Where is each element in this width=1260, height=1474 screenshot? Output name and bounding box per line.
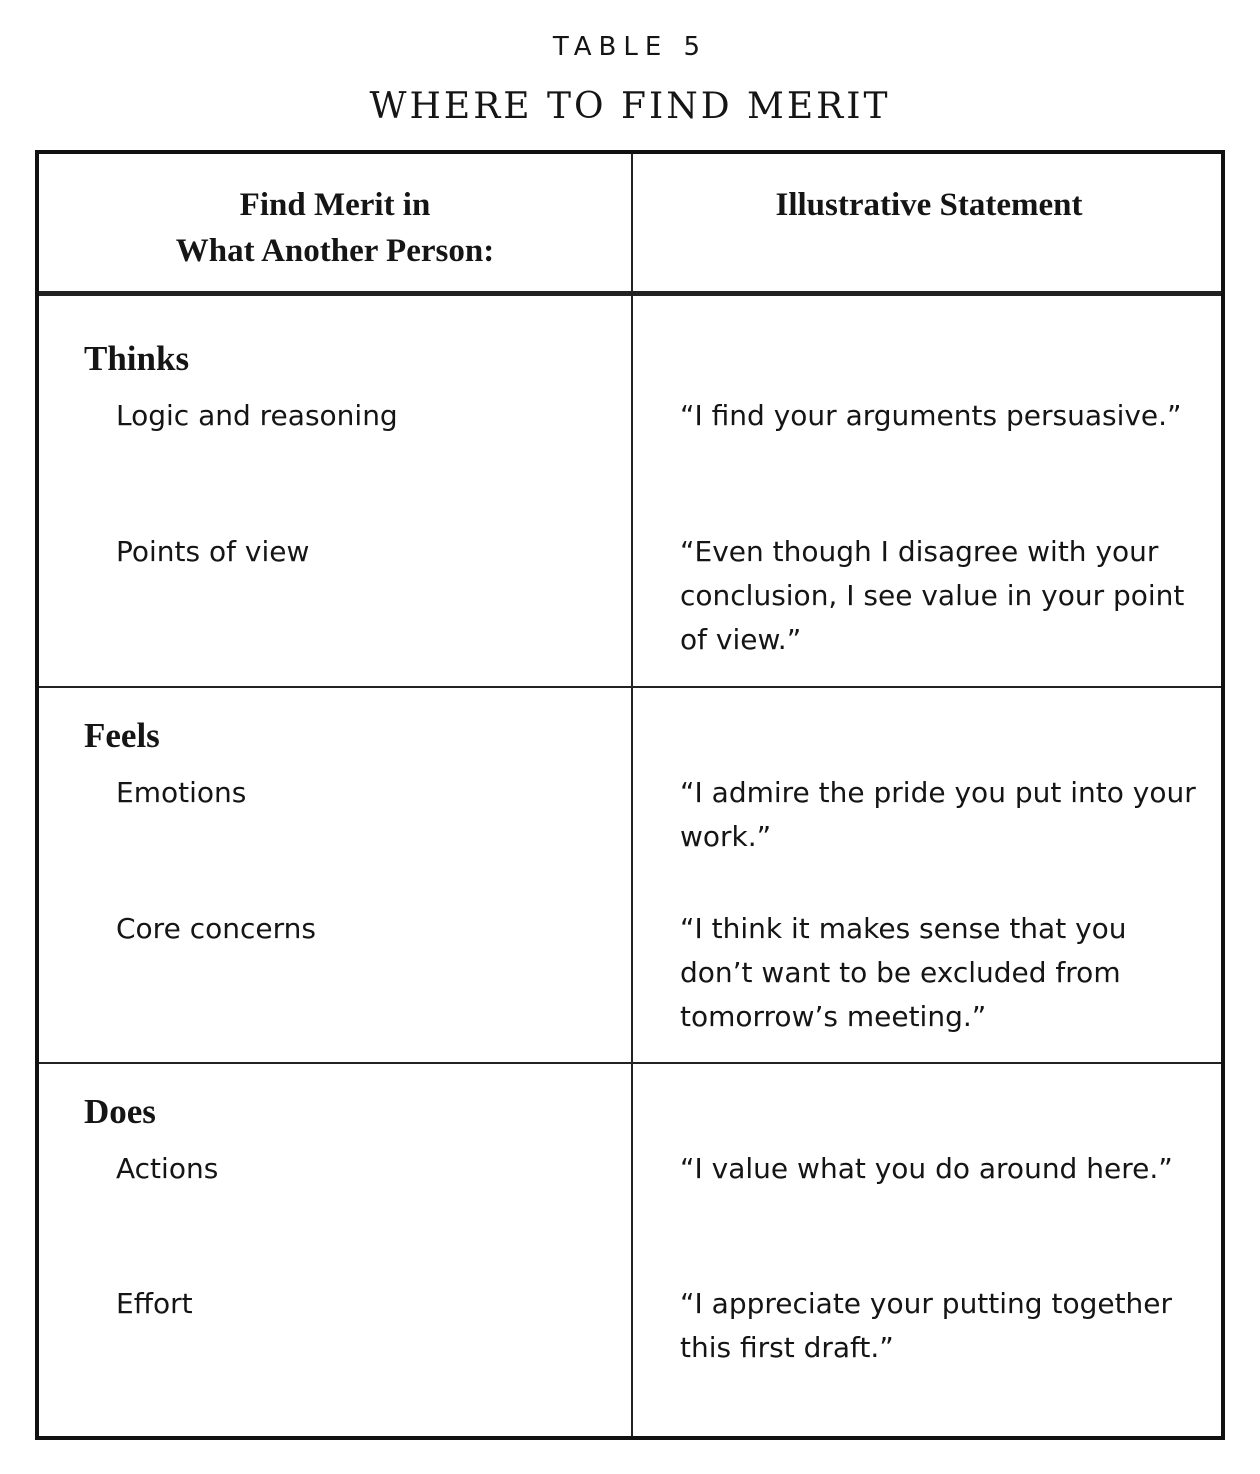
column-header-find-merit	[39, 182, 631, 274]
item-statement: “I admire the pride you put into your work.”	[680, 776, 1196, 853]
table-title: WHERE TO FIND MERIT	[369, 86, 891, 127]
item-statement: “Even though I disagree with your conclusion, I see value in your point of view.”	[680, 535, 1185, 656]
item-statement: “I appreciate your putting together this first draft.”	[680, 1287, 1173, 1364]
group-title-does: Does	[84, 1092, 156, 1131]
item-statement: “I find your arguments persuasive.”	[680, 399, 1182, 432]
item-statement: “I value what you do around here.”	[680, 1152, 1173, 1185]
column-divider	[631, 154, 633, 1436]
item-label: Core concerns	[116, 912, 316, 945]
group-title-feels: Feels	[84, 716, 160, 755]
item-label: Actions	[116, 1152, 219, 1185]
item-label: Logic and reasoning	[116, 399, 398, 432]
merit-table	[35, 150, 1225, 1440]
item-label: Emotions	[116, 776, 247, 809]
item-label: Points of view	[116, 535, 310, 568]
row-divider	[39, 1062, 1221, 1064]
row-divider	[39, 686, 1221, 688]
column-header-line: Find Merit in	[239, 187, 431, 223]
table-number: TABLE 5	[552, 32, 708, 62]
item-label: Effort	[116, 1287, 193, 1320]
header-divider	[39, 291, 1221, 296]
column-header-line: What Another Person:	[175, 233, 495, 269]
column-header-illustrative-statement: Illustrative Statement	[775, 187, 1083, 223]
item-statement: “I think it makes sense that you don’t want to be excluded from tomorrow’s meeting.”	[680, 912, 1127, 1033]
group-title-thinks: Thinks	[84, 339, 190, 378]
